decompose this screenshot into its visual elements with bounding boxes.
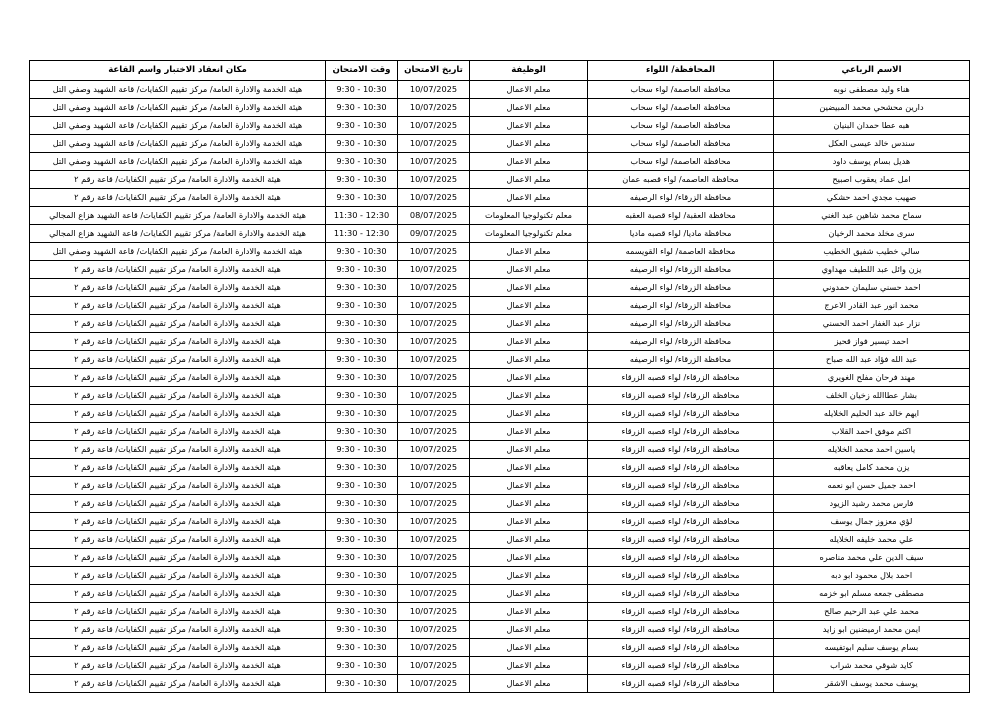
cell-exam-time: 9:30 - 10:30 xyxy=(326,477,398,495)
cell-exam-time: 9:30 - 10:30 xyxy=(326,171,398,189)
cell-name: هناء وليد مصطفى نوبه xyxy=(774,81,970,99)
cell-exam-date: 10/07/2025 xyxy=(398,315,470,333)
column-header-governorate: المحافظة/ اللواء xyxy=(588,61,774,81)
cell-governorate: محافظة الزرقاء/ لواء قصبه الزرقاء xyxy=(588,513,774,531)
cell-name: هديل بسام يوسف داود xyxy=(774,153,970,171)
cell-venue: هيئة الخدمة والادارة العامة/ مركز تقييم الكفايات/ قاعة الشهيد هزاع المجالي xyxy=(30,225,326,243)
cell-exam-time: 11:30 - 12:30 xyxy=(326,225,398,243)
cell-governorate: محافظة ماديا/ لواء قصبه ماديا xyxy=(588,225,774,243)
cell-job: معلم تكنولوجيا المعلومات xyxy=(470,207,588,225)
cell-exam-time: 9:30 - 10:30 xyxy=(326,261,398,279)
cell-exam-time: 9:30 - 10:30 xyxy=(326,351,398,369)
cell-venue: هيئة الخدمة والادارة العامة/ مركز تقييم الكفايات/ قاعة رقم ٢ xyxy=(30,585,326,603)
cell-exam-time: 9:30 - 10:30 xyxy=(326,333,398,351)
cell-venue: هيئة الخدمة والادارة العامة/ مركز تقييم الكفايات/ قاعة رقم ٢ xyxy=(30,405,326,423)
cell-governorate: محافظة الزرقاء/ لواء قصبه الزرقاء xyxy=(588,423,774,441)
cell-venue: هيئة الخدمة والادارة العامة/ مركز تقييم الكفايات/ قاعة رقم ٢ xyxy=(30,621,326,639)
cell-name: احمد جميل حسن ابو نعمه xyxy=(774,477,970,495)
cell-governorate: محافظة الزرقاء/ لواء قصبه الزرقاء xyxy=(588,405,774,423)
cell-exam-date: 10/07/2025 xyxy=(398,351,470,369)
cell-name: يزن وائل عبد اللطيف مهداوي xyxy=(774,261,970,279)
cell-exam-date: 10/07/2025 xyxy=(398,531,470,549)
cell-governorate: محافظة الزرقاء/ لواء الرصيفه xyxy=(588,279,774,297)
cell-exam-date: 10/07/2025 xyxy=(398,135,470,153)
cell-exam-date: 10/07/2025 xyxy=(398,99,470,117)
cell-job: معلم الاعمال xyxy=(470,81,588,99)
cell-venue: هيئة الخدمة والادارة العامة/ مركز تقييم الكفايات/ قاعة الشهيد هزاع المجالي xyxy=(30,207,326,225)
table-row xyxy=(30,315,970,333)
cell-exam-time: 9:30 - 10:30 xyxy=(326,675,398,693)
cell-exam-time: 9:30 - 10:30 xyxy=(326,459,398,477)
cell-name: سماح محمد شاهين عبد الغني xyxy=(774,207,970,225)
cell-venue: هيئة الخدمة والادارة العامة/ مركز تقييم الكفايات/ قاعة رقم ٢ xyxy=(30,423,326,441)
cell-exam-time: 9:30 - 10:30 xyxy=(326,153,398,171)
table-row xyxy=(30,189,970,207)
cell-name: محمد علي عبد الرحيم صالح xyxy=(774,603,970,621)
cell-governorate: محافظة العاصمة/ لواء سحاب xyxy=(588,135,774,153)
cell-governorate: محافظة الزرقاء/ لواء قصبه الزرقاء xyxy=(588,603,774,621)
cell-venue: هيئة الخدمة والادارة العامة/ مركز تقييم الكفايات/ قاعة رقم ٢ xyxy=(30,639,326,657)
cell-governorate: محافظة الزرقاء/ لواء قصبه الزرقاء xyxy=(588,657,774,675)
cell-job: معلم الاعمال xyxy=(470,513,588,531)
table-row xyxy=(30,225,970,243)
cell-exam-date: 10/07/2025 xyxy=(398,477,470,495)
cell-exam-date: 10/07/2025 xyxy=(398,117,470,135)
cell-exam-time: 9:30 - 10:30 xyxy=(326,189,398,207)
cell-exam-date: 10/07/2025 xyxy=(398,495,470,513)
cell-job: معلم الاعمال xyxy=(470,441,588,459)
cell-exam-date: 10/07/2025 xyxy=(398,387,470,405)
cell-venue: هيئة الخدمة والادارة العامة/ مركز تقييم الكفايات/ قاعة رقم ٢ xyxy=(30,567,326,585)
cell-job: معلم الاعمال xyxy=(470,135,588,153)
cell-name: ايمن محمد ارميضنين ابو زايد xyxy=(774,621,970,639)
table-row xyxy=(30,585,970,603)
cell-governorate: محافظة الزرقاء/ لواء قصبه الزرقاء xyxy=(588,441,774,459)
cell-venue: هيئة الخدمة والادارة العامة/ مركز تقييم الكفايات/ قاعة رقم ٢ xyxy=(30,513,326,531)
cell-venue: هيئة الخدمة والادارة العامة/ مركز تقييم الكفايات/ قاعة رقم ٢ xyxy=(30,351,326,369)
exam-schedule-table xyxy=(29,60,970,693)
exam-schedule-table-container xyxy=(30,60,970,693)
cell-name: نزار عبد الغفار احمد الحسني xyxy=(774,315,970,333)
cell-exam-time: 9:30 - 10:30 xyxy=(326,369,398,387)
cell-job: معلم الاعمال xyxy=(470,369,588,387)
table-row xyxy=(30,621,970,639)
cell-venue: هيئة الخدمة والادارة العامة/ مركز تقييم الكفايات/ قاعة رقم ٢ xyxy=(30,549,326,567)
cell-name: مصطفى جمعه مسلم ابو خزمه xyxy=(774,585,970,603)
cell-name: كايد شوقي محمد شراب xyxy=(774,657,970,675)
cell-exam-time: 9:30 - 10:30 xyxy=(326,621,398,639)
cell-job: معلم الاعمال xyxy=(470,117,588,135)
cell-job: معلم الاعمال xyxy=(470,639,588,657)
table-body xyxy=(30,81,970,693)
table-row xyxy=(30,477,970,495)
cell-exam-time: 9:30 - 10:30 xyxy=(326,567,398,585)
cell-exam-date: 10/07/2025 xyxy=(398,567,470,585)
cell-name: عبد الله فؤاد عبد الله صباح xyxy=(774,351,970,369)
cell-venue: هيئة الخدمة والادارة العامة/ مركز تقييم الكفايات/ قاعة رقم ٢ xyxy=(30,495,326,513)
cell-name: ياسين احمد محمد الخلايله xyxy=(774,441,970,459)
cell-venue: هيئة الخدمة والادارة العامة/ مركز تقييم الكفايات/ قاعة الشهيد وصفي التل xyxy=(30,81,326,99)
cell-exam-time: 9:30 - 10:30 xyxy=(326,135,398,153)
cell-name: احمد بلال محمود ابو دبه xyxy=(774,567,970,585)
cell-job: معلم الاعمال xyxy=(470,603,588,621)
cell-exam-date: 10/07/2025 xyxy=(398,333,470,351)
cell-venue: هيئة الخدمة والادارة العامة/ مركز تقييم الكفايات/ قاعة رقم ٢ xyxy=(30,279,326,297)
cell-exam-date: 10/07/2025 xyxy=(398,441,470,459)
cell-job: معلم الاعمال xyxy=(470,405,588,423)
table-row xyxy=(30,261,970,279)
cell-exam-time: 9:30 - 10:30 xyxy=(326,549,398,567)
cell-exam-date: 10/07/2025 xyxy=(398,243,470,261)
cell-job: معلم الاعمال xyxy=(470,621,588,639)
table-row xyxy=(30,387,970,405)
cell-name: محمد انور عبد القادر الاعرج xyxy=(774,297,970,315)
table-header xyxy=(30,61,970,81)
cell-exam-time: 9:30 - 10:30 xyxy=(326,639,398,657)
cell-exam-time: 9:30 - 10:30 xyxy=(326,423,398,441)
cell-job: معلم الاعمال xyxy=(470,189,588,207)
cell-venue: هيئة الخدمة والادارة العامة/ مركز تقييم الكفايات/ قاعة رقم ٢ xyxy=(30,675,326,693)
cell-venue: هيئة الخدمة والادارة العامة/ مركز تقييم الكفايات/ قاعة رقم ٢ xyxy=(30,261,326,279)
cell-governorate: محافظة الزرقاء/ لواء قصبه الزرقاء xyxy=(588,459,774,477)
cell-job: معلم الاعمال xyxy=(470,495,588,513)
cell-job: معلم الاعمال xyxy=(470,351,588,369)
cell-venue: هيئة الخدمة والادارة العامة/ مركز تقييم الكفايات/ قاعة رقم ٢ xyxy=(30,441,326,459)
cell-exam-time: 9:30 - 10:30 xyxy=(326,513,398,531)
table-row xyxy=(30,423,970,441)
cell-job: معلم الاعمال xyxy=(470,675,588,693)
cell-name: هبه عطا حمدان البنيان xyxy=(774,117,970,135)
cell-venue: هيئة الخدمة والادارة العامة/ مركز تقييم الكفايات/ قاعة رقم ٢ xyxy=(30,297,326,315)
cell-name: بشار عطاالله زخيان الخلف xyxy=(774,387,970,405)
cell-governorate: محافظة الزرقاء/ لواء قصبه الزرقاء xyxy=(588,585,774,603)
cell-venue: هيئة الخدمة والادارة العامة/ مركز تقييم الكفايات/ قاعة رقم ٢ xyxy=(30,387,326,405)
cell-job: معلم الاعمال xyxy=(470,387,588,405)
cell-job: معلم الاعمال xyxy=(470,153,588,171)
cell-exam-time: 9:30 - 10:30 xyxy=(326,117,398,135)
cell-exam-time: 9:30 - 10:30 xyxy=(326,387,398,405)
column-header-exam-date: تاريخ الامتحان xyxy=(398,61,470,81)
cell-exam-date: 10/07/2025 xyxy=(398,297,470,315)
column-header-venue: مكان انعقاد الاختبار واسم القاعة xyxy=(30,61,326,81)
cell-exam-date: 10/07/2025 xyxy=(398,603,470,621)
cell-exam-date: 10/07/2025 xyxy=(398,675,470,693)
cell-venue: هيئة الخدمة والادارة العامة/ مركز تقييم الكفايات/ قاعة رقم ٢ xyxy=(30,459,326,477)
cell-governorate: محافظة الزرقاء/ لواء قصبه الزرقاء xyxy=(588,675,774,693)
cell-governorate: محافظة الزرقاء/ لواء قصبه الزرقاء xyxy=(588,639,774,657)
cell-governorate: محافظة العاصمة/ لواء سحاب xyxy=(588,99,774,117)
cell-job: معلم الاعمال xyxy=(470,549,588,567)
cell-venue: هيئة الخدمة والادارة العامة/ مركز تقييم الكفايات/ قاعة رقم ٢ xyxy=(30,657,326,675)
cell-job: معلم الاعمال xyxy=(470,99,588,117)
cell-name: احمد تيسير فواز قحيز xyxy=(774,333,970,351)
table-row xyxy=(30,603,970,621)
cell-governorate: محافظة الزرقاء/ لواء الرصيفه xyxy=(588,315,774,333)
cell-exam-time: 9:30 - 10:30 xyxy=(326,81,398,99)
cell-exam-time: 11:30 - 12:30 xyxy=(326,207,398,225)
table-row xyxy=(30,459,970,477)
cell-governorate: محافظة العاصمة/ لواء سحاب xyxy=(588,81,774,99)
table-row xyxy=(30,99,970,117)
cell-job: معلم الاعمال xyxy=(470,171,588,189)
cell-venue: هيئة الخدمة والادارة العامة/ مركز تقييم الكفايات/ قاعة رقم ٢ xyxy=(30,333,326,351)
table-row xyxy=(30,153,970,171)
cell-exam-time: 9:30 - 10:30 xyxy=(326,315,398,333)
table-row xyxy=(30,639,970,657)
cell-name: ايهم خالد عبد الحليم الخلايله xyxy=(774,405,970,423)
cell-name: سرى مخلد محمد الرخيان xyxy=(774,225,970,243)
cell-exam-date: 09/07/2025 xyxy=(398,225,470,243)
cell-name: لؤي معزوز جمال يوسف xyxy=(774,513,970,531)
cell-job: معلم الاعمال xyxy=(470,567,588,585)
cell-exam-time: 9:30 - 10:30 xyxy=(326,279,398,297)
cell-governorate: محافظة العاصمة/ لواء سحاب xyxy=(588,153,774,171)
cell-job: معلم الاعمال xyxy=(470,279,588,297)
table-row xyxy=(30,243,970,261)
cell-name: سندس خالد عيسى العكل xyxy=(774,135,970,153)
table-row xyxy=(30,369,970,387)
cell-exam-date: 10/07/2025 xyxy=(398,405,470,423)
table-row xyxy=(30,135,970,153)
cell-governorate: محافظة العقبة/ لواء قصبة العقبه xyxy=(588,207,774,225)
cell-governorate: محافظة الزرقاء/ لواء قصبه الزرقاء xyxy=(588,369,774,387)
column-header-exam-time: وقت الامتحان xyxy=(326,61,398,81)
cell-venue: هيئة الخدمة والادارة العامة/ مركز تقييم الكفايات/ قاعة رقم ٢ xyxy=(30,531,326,549)
cell-job: معلم الاعمال xyxy=(470,261,588,279)
cell-exam-date: 10/07/2025 xyxy=(398,369,470,387)
cell-governorate: محافظة الزرقاء/ لواء قصبه الزرقاء xyxy=(588,531,774,549)
column-header-name: الاسم الرباعي xyxy=(774,61,970,81)
cell-job: معلم الاعمال xyxy=(470,423,588,441)
cell-governorate: محافظة الزرقاء/ لواء الرصيفه xyxy=(588,261,774,279)
cell-name: امل عماد يعقوب اصبيح xyxy=(774,171,970,189)
cell-exam-time: 9:30 - 10:30 xyxy=(326,243,398,261)
table-row xyxy=(30,441,970,459)
cell-governorate: محافظة الزرقاء/ لواء الرصيفه xyxy=(588,333,774,351)
cell-exam-date: 10/07/2025 xyxy=(398,81,470,99)
cell-governorate: محافظة الزرقاء/ لواء قصبه الزرقاء xyxy=(588,387,774,405)
cell-venue: هيئة الخدمة والادارة العامة/ مركز تقييم الكفايات/ قاعة الشهيد وصفي التل xyxy=(30,99,326,117)
table-row xyxy=(30,117,970,135)
cell-venue: هيئة الخدمة والادارة العامة/ مركز تقييم الكفايات/ قاعة رقم ٢ xyxy=(30,369,326,387)
cell-governorate: محافظة الزرقاء/ لواء الرصيفه xyxy=(588,189,774,207)
cell-venue: هيئة الخدمة والادارة العامة/ مركز تقييم الكفايات/ قاعة رقم ٢ xyxy=(30,171,326,189)
cell-exam-time: 9:30 - 10:30 xyxy=(326,405,398,423)
cell-name: اكثم موفق احمد القلاب xyxy=(774,423,970,441)
cell-name: فارس محمد رشيد الزيود xyxy=(774,495,970,513)
cell-exam-time: 9:30 - 10:30 xyxy=(326,603,398,621)
cell-governorate: محافظة العاصمة/ لواء القويسمه xyxy=(588,243,774,261)
cell-exam-date: 10/07/2025 xyxy=(398,549,470,567)
cell-venue: هيئة الخدمة والادارة العامة/ مركز تقييم الكفايات/ قاعة الشهيد وصفي التل xyxy=(30,153,326,171)
cell-job: معلم الاعمال xyxy=(470,243,588,261)
table-row xyxy=(30,567,970,585)
table-row xyxy=(30,495,970,513)
cell-name: صهيب مجدي احمد حشكي xyxy=(774,189,970,207)
table-header-row xyxy=(30,61,970,81)
cell-job: معلم الاعمال xyxy=(470,531,588,549)
cell-job: معلم الاعمال xyxy=(470,459,588,477)
table-row xyxy=(30,549,970,567)
cell-job: معلم الاعمال xyxy=(470,477,588,495)
cell-venue: هيئة الخدمة والادارة العامة/ مركز تقييم الكفايات/ قاعة رقم ٢ xyxy=(30,477,326,495)
cell-governorate: محافظة العاصمه/ لواء قصبه عمان xyxy=(588,171,774,189)
cell-job: معلم الاعمال xyxy=(470,585,588,603)
cell-name: دارين محشحي محمد المبيضين xyxy=(774,99,970,117)
cell-venue: هيئة الخدمة والادارة العامة/ مركز تقييم الكفايات/ قاعة الشهيد وصفي التل xyxy=(30,117,326,135)
cell-venue: هيئة الخدمة والادارة العامة/ مركز تقييم الكفايات/ قاعة الشهيد وصفي التل xyxy=(30,135,326,153)
cell-name: مهند فرحان مفلح الغويري xyxy=(774,369,970,387)
cell-name: بسام يوسف سليم ابوتفيسه xyxy=(774,639,970,657)
cell-exam-date: 10/07/2025 xyxy=(398,189,470,207)
cell-job: معلم الاعمال xyxy=(470,657,588,675)
cell-governorate: محافظة الزرقاء/ لواء قصبه الزرقاء xyxy=(588,495,774,513)
cell-exam-time: 9:30 - 10:30 xyxy=(326,585,398,603)
table-row xyxy=(30,81,970,99)
cell-governorate: محافظة العاصمة/ لواء سحاب xyxy=(588,117,774,135)
table-row xyxy=(30,657,970,675)
cell-exam-time: 9:30 - 10:30 xyxy=(326,99,398,117)
table-row xyxy=(30,351,970,369)
cell-exam-time: 9:30 - 10:30 xyxy=(326,495,398,513)
cell-name: احمد حسني سليمان حمدوني xyxy=(774,279,970,297)
table-row xyxy=(30,207,970,225)
cell-venue: هيئة الخدمة والادارة العامة/ مركز تقييم الكفايات/ قاعة الشهيد وصفي التل xyxy=(30,243,326,261)
cell-job: معلم الاعمال xyxy=(470,315,588,333)
cell-exam-date: 10/07/2025 xyxy=(398,261,470,279)
cell-exam-date: 10/07/2025 xyxy=(398,585,470,603)
cell-name: يوسف محمد يوسف الاشقر xyxy=(774,675,970,693)
table-row xyxy=(30,513,970,531)
cell-exam-date: 10/07/2025 xyxy=(398,657,470,675)
cell-exam-date: 10/07/2025 xyxy=(398,513,470,531)
cell-exam-date: 10/07/2025 xyxy=(398,171,470,189)
cell-governorate: محافظة الزرقاء/ لواء الرصيفه xyxy=(588,297,774,315)
table-row xyxy=(30,405,970,423)
cell-name: سيف الدين علي محمد مناصره xyxy=(774,549,970,567)
cell-governorate: محافظة الزرقاء/ لواء قصبه الزرقاء xyxy=(588,549,774,567)
cell-job: معلم تكنولوجيا المعلومات xyxy=(470,225,588,243)
table-row xyxy=(30,279,970,297)
cell-job: معلم الاعمال xyxy=(470,297,588,315)
cell-governorate: محافظة الزرقاء/ لواء قصبه الزرقاء xyxy=(588,477,774,495)
cell-name: يزن محمد كامل يعاقبه xyxy=(774,459,970,477)
cell-name: سالي خطيب شفيق الخطيب xyxy=(774,243,970,261)
cell-name: علي محمد خليفه الخلايله xyxy=(774,531,970,549)
cell-exam-time: 9:30 - 10:30 xyxy=(326,657,398,675)
table-row xyxy=(30,531,970,549)
table-row xyxy=(30,297,970,315)
cell-venue: هيئة الخدمة والادارة العامة/ مركز تقييم الكفايات/ قاعة رقم ٢ xyxy=(30,603,326,621)
cell-exam-date: 10/07/2025 xyxy=(398,153,470,171)
cell-job: معلم الاعمال xyxy=(470,333,588,351)
cell-exam-time: 9:30 - 10:30 xyxy=(326,441,398,459)
cell-exam-date: 10/07/2025 xyxy=(398,423,470,441)
cell-exam-time: 9:30 - 10:30 xyxy=(326,531,398,549)
cell-exam-date: 08/07/2025 xyxy=(398,207,470,225)
table-row xyxy=(30,675,970,693)
table-row xyxy=(30,333,970,351)
table-row xyxy=(30,171,970,189)
cell-exam-date: 10/07/2025 xyxy=(398,459,470,477)
cell-exam-time: 9:30 - 10:30 xyxy=(326,297,398,315)
cell-exam-date: 10/07/2025 xyxy=(398,279,470,297)
cell-governorate: محافظة الزرقاء/ لواء قصبه الزرقاء xyxy=(588,621,774,639)
cell-governorate: محافظة الزرقاء/ لواء قصبه الزرقاء xyxy=(588,567,774,585)
cell-venue: هيئة الخدمة والادارة العامة/ مركز تقييم الكفايات/ قاعة رقم ٢ xyxy=(30,315,326,333)
column-header-job: الوظيفة xyxy=(470,61,588,81)
cell-exam-date: 10/07/2025 xyxy=(398,639,470,657)
cell-venue: هيئة الخدمة والادارة العامة/ مركز تقييم الكفايات/ قاعة رقم ٢ xyxy=(30,189,326,207)
cell-exam-date: 10/07/2025 xyxy=(398,621,470,639)
cell-governorate: محافظة الزرقاء/ لواء الرصيفه xyxy=(588,351,774,369)
